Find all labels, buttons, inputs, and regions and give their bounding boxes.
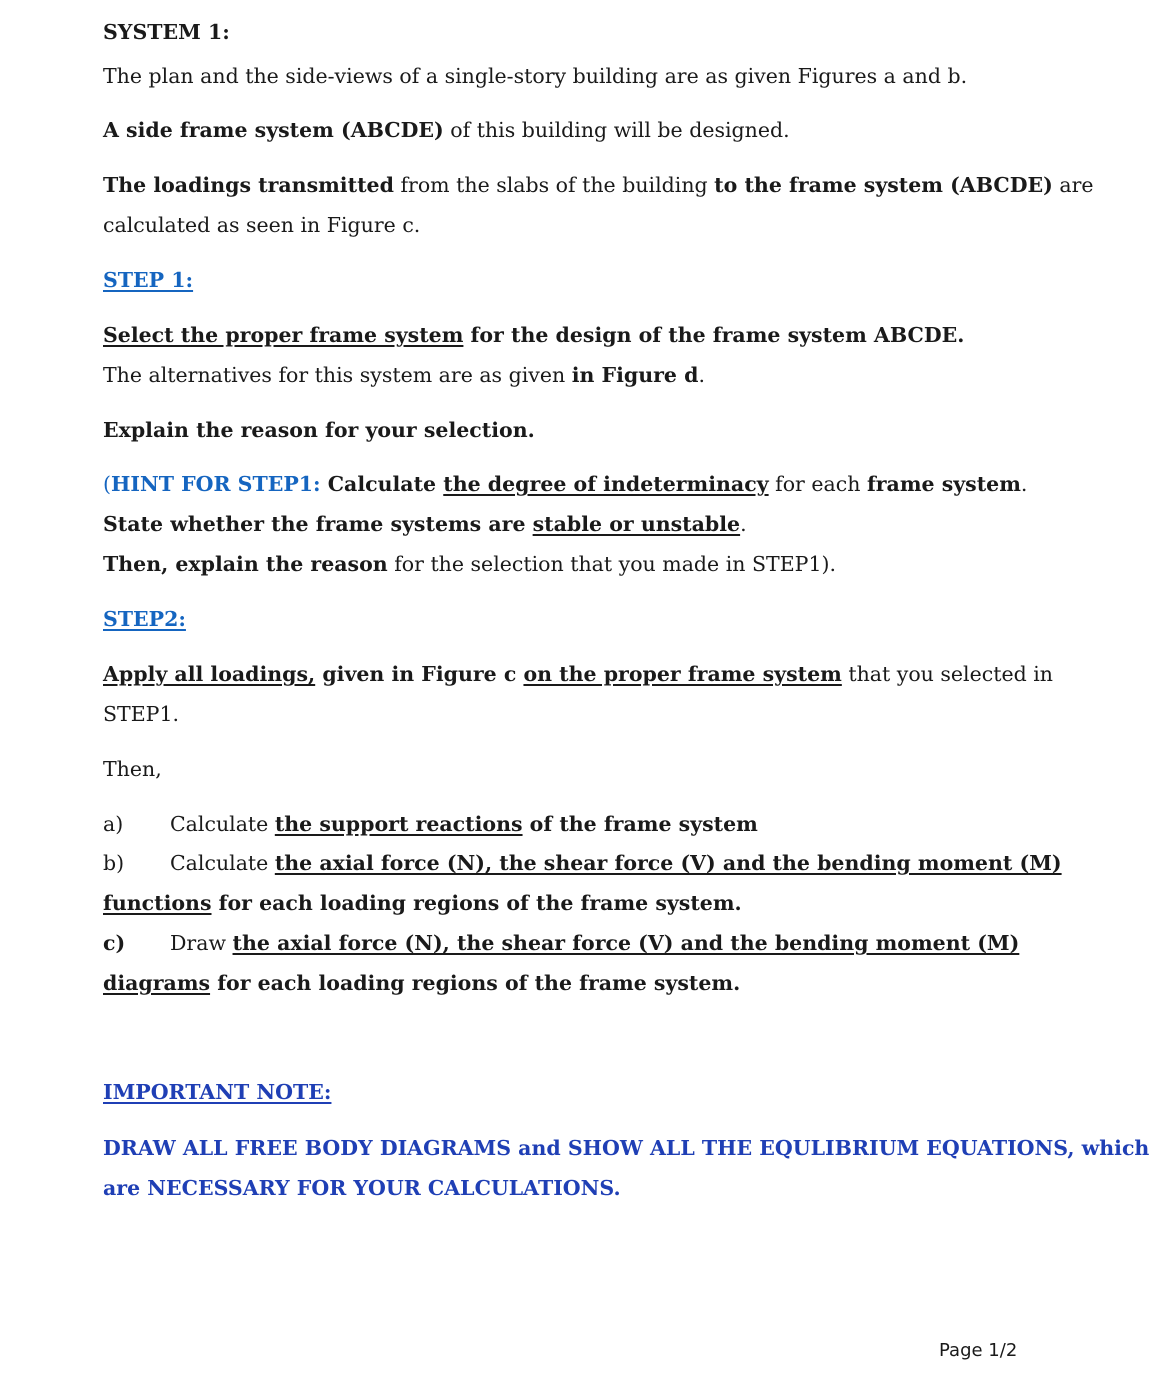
step2-item-b: b) Calculate the axial force (N), the shear force (V) and the bending moment (M) <box>103 851 1062 875</box>
step1-alternatives: The alternatives for this system are as given in Figure d. <box>103 363 705 387</box>
intro-paragraph-1: The plan and the side-views of a single-story building are as given Figures a and b. <box>103 64 968 88</box>
intro-paragraph-2: A side frame system (ABCDE) of this building will be designed. <box>103 118 790 142</box>
step2-apply-cont: STEP1. <box>103 702 180 726</box>
step2-item-b-cont: functions for each loading regions of the frame system. <box>103 891 742 915</box>
intro-paragraph-3: The loadings transmitted from the slabs of the building to the frame system (ABCDE) are <box>103 173 1094 197</box>
step2-apply: Apply all loadings, given in Figure c on the proper frame system that you selected in <box>103 662 1053 686</box>
step1-hint: (HINT FOR STEP1: Calculate the degree of indeterminacy for each frame system. <box>103 472 1028 496</box>
step2-item-c: c) Draw the axial force (N), the shear force (V) and the bending moment (M) <box>103 931 1020 955</box>
heading: SYSTEM 1: <box>103 20 230 44</box>
page-number: Page 1/2 <box>939 1340 1018 1361</box>
note-line-1: DRAW ALL FREE BODY DIAGRAMS and SHOW ALL THE EQULIBRIUM EQUATIONS, which <box>103 1136 1149 1160</box>
step2-item-a: a) Calculate the support reactions of the frame system <box>103 812 758 836</box>
step1-select: Select the proper frame system for the design of the frame system ABCDE. <box>103 323 965 347</box>
intro-paragraph-3-cont: calculated as seen in Figure c. <box>103 213 421 237</box>
step1-then: Then, explain the reason for the selection that you made in STEP1). <box>103 552 837 576</box>
step1-state: State whether the frame systems are stable or unstable. <box>103 512 747 536</box>
step1-title: STEP 1: <box>103 268 194 292</box>
note-line-2: are NECESSARY FOR YOUR CALCULATIONS. <box>103 1176 621 1200</box>
step1-explain: Explain the reason for your selection. <box>103 418 535 442</box>
step2-item-c-cont: diagrams for each loading regions of the frame system. <box>103 971 741 995</box>
step2-title: STEP2: <box>103 607 186 631</box>
note-title: IMPORTANT NOTE: <box>103 1080 332 1104</box>
step2-then: Then, <box>103 757 162 781</box>
